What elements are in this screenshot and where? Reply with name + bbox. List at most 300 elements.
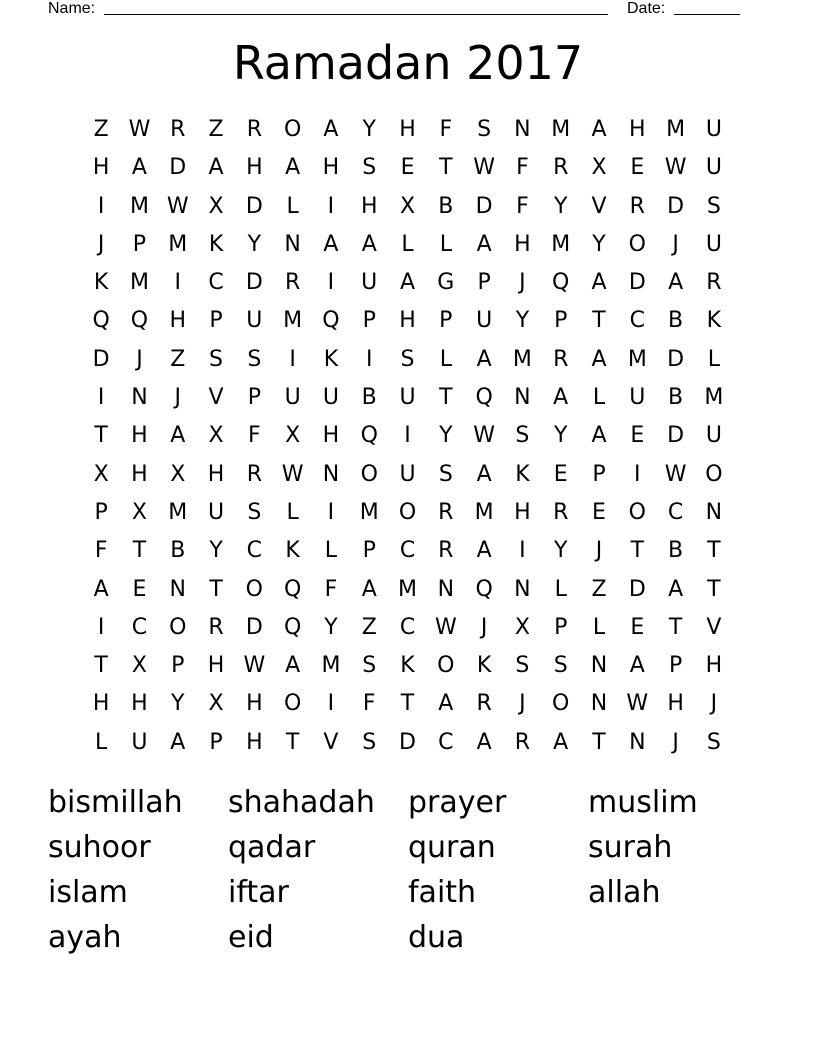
grid-cell: T — [94, 423, 108, 449]
grid-cell: J — [480, 614, 488, 640]
grid-cell: P — [362, 308, 376, 334]
grid-cell: H — [92, 155, 110, 181]
grid-cell: F — [94, 538, 108, 564]
grid-cell: S — [400, 346, 415, 372]
grid-cell: L — [592, 385, 606, 411]
grid-cell: J — [174, 385, 181, 411]
grid-cell: P — [592, 461, 606, 487]
grid-cell: Q — [283, 576, 302, 602]
grid-cell: Q — [360, 423, 378, 449]
grid-cell: Y — [362, 117, 376, 142]
grid-cell: U — [284, 385, 301, 411]
grid-cell: R — [706, 270, 722, 296]
grid-cell: L — [95, 729, 108, 755]
grid-cell: E — [592, 499, 606, 525]
grid-cell: K — [323, 346, 339, 372]
grid-cell: H — [246, 155, 263, 181]
grid-cell: M — [168, 231, 188, 257]
grid-cell: P — [477, 270, 491, 296]
grid-cell: H — [322, 423, 340, 449]
grid-cell: W — [473, 423, 495, 449]
word-list-item: dua — [408, 920, 465, 955]
grid-cell: A — [591, 270, 607, 296]
grid-cell: A — [323, 117, 339, 142]
grid-cell: S — [477, 117, 492, 142]
grid-cell: Y — [553, 423, 568, 449]
grid-cell: S — [247, 346, 262, 372]
grid-cell: D — [399, 729, 416, 755]
grid-cell: U — [131, 729, 148, 755]
name-blank-line — [104, 14, 608, 15]
grid-cell: A — [668, 576, 684, 602]
grid-cell: C — [629, 308, 645, 334]
grid-cell: U — [629, 385, 646, 411]
grid-cell: B — [361, 385, 377, 411]
grid-cell: U — [705, 155, 722, 181]
word-list-item: eid — [228, 920, 274, 955]
grid-cell: T — [439, 155, 453, 181]
grid-cell: O — [245, 576, 263, 602]
grid-cell: J — [710, 691, 718, 717]
grid-cell: Y — [171, 691, 185, 717]
grid-cell: H — [246, 729, 263, 755]
grid-cell: N — [629, 729, 646, 755]
grid-cell: H — [246, 691, 263, 717]
grid-cell: N — [590, 653, 608, 679]
grid-cell: T — [400, 691, 415, 717]
grid-cell: H — [629, 117, 646, 142]
grid-cell: X — [514, 614, 530, 640]
grid-cell: R — [438, 538, 454, 564]
grid-cell: O — [437, 653, 455, 679]
grid-cell: A — [476, 461, 492, 487]
grid-cell: R — [476, 691, 492, 717]
grid-cell: C — [667, 499, 684, 525]
grid-cell: X — [208, 193, 224, 219]
grid-cell: I — [327, 193, 335, 219]
grid-cell: R — [170, 117, 186, 142]
grid-cell: T — [439, 385, 453, 411]
grid-cell: I — [289, 346, 296, 372]
grid-cell: N — [284, 231, 301, 257]
grid-cell: M — [551, 231, 571, 257]
name-label: Name: — [48, 0, 96, 17]
grid-cell: I — [519, 538, 526, 564]
grid-cell: H — [514, 231, 531, 257]
grid-cell: Q — [475, 385, 493, 411]
grid-cell: M — [168, 499, 188, 525]
grid-cell: W — [434, 614, 457, 640]
grid-cell: P — [668, 653, 683, 679]
grid-cell: X — [208, 423, 224, 449]
grid-cell: M — [627, 346, 647, 372]
grid-cell: R — [553, 499, 569, 525]
grid-cell: A — [208, 155, 224, 181]
grid-cell: N — [705, 499, 723, 525]
grid-cell: Z — [591, 576, 607, 602]
grid-cell: G — [437, 270, 455, 296]
grid-cell: T — [285, 729, 300, 755]
grid-cell: A — [361, 576, 377, 602]
grid-cell: A — [476, 538, 492, 564]
grid-cell: V — [323, 729, 339, 755]
grid-cell: A — [438, 691, 454, 717]
grid-cell: U — [476, 308, 493, 334]
grid-cell: N — [131, 385, 148, 411]
grid-cell: S — [515, 423, 530, 449]
grid-cell: O — [283, 691, 302, 717]
grid-cell: L — [286, 499, 299, 525]
grid-cell: W — [243, 653, 266, 679]
grid-cell: O — [705, 461, 723, 487]
grid-cell: J — [595, 538, 603, 564]
grid-cell: V — [591, 193, 607, 219]
grid-cell: E — [553, 461, 568, 487]
grid-cell: M — [359, 499, 379, 525]
grid-cell: A — [323, 231, 339, 257]
word-list-item: quran — [408, 830, 496, 865]
grid-cell: L — [707, 346, 721, 372]
grid-cell: P — [247, 385, 261, 411]
grid-cell: E — [630, 423, 645, 449]
grid-cell: D — [92, 346, 110, 372]
word-list-item: surah — [588, 830, 673, 865]
grid-cell: V — [706, 614, 722, 640]
grid-cell: T — [707, 576, 721, 602]
grid-cell: S — [438, 461, 453, 487]
grid-cell: N — [514, 117, 531, 142]
grid-cell: A — [629, 653, 645, 679]
grid-cell: A — [591, 423, 607, 449]
grid-cell: Y — [553, 538, 568, 564]
grid-cell: I — [97, 385, 105, 411]
grid-cell: P — [94, 499, 108, 525]
grid-cell: A — [591, 346, 607, 372]
date-blank-line — [674, 14, 740, 15]
grid-cell: T — [707, 538, 721, 564]
grid-cell: S — [515, 653, 530, 679]
grid-cell: U — [399, 385, 416, 411]
grid-cell: D — [667, 346, 685, 372]
grid-cell: O — [628, 231, 646, 257]
grid-cell: S — [553, 653, 568, 679]
grid-cell: O — [628, 499, 646, 525]
grid-cell: M — [704, 385, 724, 411]
grid-cell: C — [246, 538, 263, 564]
grid-cell: H — [514, 499, 531, 525]
grid-cell: Y — [592, 231, 606, 257]
grid-cell: N — [590, 691, 608, 717]
grid-cell: U — [705, 117, 722, 142]
word-list-item: islam — [48, 875, 128, 910]
grid-cell: M — [666, 117, 686, 142]
grid-cell: B — [668, 538, 684, 564]
word-list-item: suhoor — [48, 830, 151, 865]
grid-cell: M — [129, 193, 149, 219]
grid-cell: C — [399, 538, 416, 564]
grid-cell: A — [476, 729, 492, 755]
word-list-item: ayah — [48, 920, 122, 955]
grid-cell: P — [439, 308, 453, 334]
grid-cell: T — [94, 653, 108, 679]
grid-cell: I — [365, 346, 373, 372]
grid-cell: D — [245, 193, 263, 219]
grid-cell: Y — [324, 614, 338, 640]
grid-cell: A — [131, 155, 147, 181]
grid-cell: R — [246, 461, 262, 487]
word-list-item: allah — [588, 875, 661, 910]
grid-cell: A — [553, 729, 569, 755]
grid-cell: O — [169, 614, 187, 640]
grid-cell: O — [552, 691, 570, 717]
grid-cell: Z — [361, 614, 377, 640]
grid-cell: A — [361, 231, 377, 257]
grid-cell: I — [634, 461, 641, 487]
grid-cell: S — [247, 499, 262, 525]
grid-cell: R — [246, 117, 262, 142]
grid-cell: Q — [283, 614, 302, 640]
grid-cell: M — [551, 117, 571, 142]
grid-cell: H — [360, 193, 378, 219]
grid-cell: S — [706, 729, 721, 755]
grid-cell: U — [246, 308, 263, 334]
grid-cell: O — [283, 117, 302, 142]
page-title: Ramadan 2017 — [232, 36, 584, 90]
grid-cell: L — [439, 231, 452, 257]
grid-cell: X — [131, 653, 147, 679]
grid-cell: N — [437, 576, 455, 602]
grid-cell: L — [439, 346, 452, 372]
grid-cell: K — [285, 538, 300, 564]
grid-cell: U — [322, 385, 339, 411]
word-list-item: muslim — [588, 785, 698, 820]
grid-cell: Z — [170, 346, 186, 372]
grid-cell: E — [630, 155, 645, 181]
grid-cell: A — [399, 270, 416, 296]
grid-cell: W — [281, 461, 304, 487]
grid-cell: H — [207, 653, 225, 679]
grid-cell: B — [668, 308, 684, 334]
grid-cell: T — [132, 538, 147, 564]
grid-cell: R — [553, 155, 569, 181]
grid-cell: R — [284, 270, 301, 296]
grid-cell: Y — [553, 193, 568, 219]
grid-cell: J — [97, 231, 105, 257]
grid-cell: J — [519, 691, 526, 717]
grid-cell: J — [519, 270, 526, 296]
grid-cell: P — [171, 653, 185, 679]
grid-cell: V — [208, 385, 224, 411]
grid-cell: L — [401, 231, 414, 257]
grid-cell: O — [360, 461, 378, 487]
grid-cell: I — [97, 193, 105, 219]
grid-cell: U — [705, 423, 722, 449]
grid-cell: K — [400, 653, 415, 679]
grid-cell: T — [592, 308, 606, 334]
grid-cell: P — [554, 308, 568, 334]
grid-cell: W — [664, 461, 687, 487]
grid-cell: S — [706, 193, 721, 219]
grid-cell: I — [327, 270, 335, 296]
grid-cell: A — [591, 117, 607, 142]
grid-cell: Y — [247, 231, 262, 257]
grid-cell: E — [132, 576, 147, 602]
grid-cell: Q — [322, 308, 340, 334]
grid-cell: D — [245, 270, 263, 296]
grid-cell: R — [438, 499, 454, 525]
grid-cell: D — [169, 155, 187, 181]
date-label: Date: — [627, 0, 666, 17]
grid-cell: C — [131, 614, 148, 640]
grid-cell: H — [399, 117, 416, 142]
grid-cell: C — [399, 614, 416, 640]
grid-cell: X — [285, 423, 301, 449]
grid-cell: A — [476, 346, 492, 372]
grid-cell: T — [668, 614, 683, 640]
grid-cell: F — [439, 117, 453, 142]
grid-cell: T — [630, 538, 645, 564]
grid-cell: H — [92, 691, 110, 717]
grid-cell: F — [516, 193, 529, 219]
word-list — [48, 780, 768, 960]
grid-cell: P — [554, 614, 568, 640]
grid-cell: C — [438, 729, 454, 755]
grid-cell: H — [667, 691, 684, 717]
grid-cell: Y — [209, 538, 223, 564]
grid-cell: A — [285, 653, 301, 679]
grid-cell: W — [166, 193, 189, 219]
grid-cell: A — [553, 385, 569, 411]
grid-cell: A — [170, 423, 186, 449]
grid-cell: X — [93, 461, 109, 487]
grid-cell: R — [514, 729, 531, 755]
grid-cell: X — [399, 193, 416, 219]
grid-cell: E — [630, 614, 645, 640]
word-list-item: qadar — [228, 830, 316, 865]
grid-cell: A — [285, 155, 301, 181]
grid-cell: D — [667, 423, 685, 449]
grid-cell: D — [667, 193, 685, 219]
grid-cell: P — [209, 308, 223, 334]
grid-cell: H — [399, 308, 416, 334]
grid-cell: K — [515, 461, 530, 487]
grid-cell: Z — [93, 117, 109, 142]
grid-cell: I — [174, 270, 181, 296]
grid-cell: J — [672, 729, 679, 755]
grid-cell: X — [591, 155, 607, 181]
grid-cell: J — [136, 346, 143, 372]
grid-cell: Z — [208, 117, 224, 142]
grid-cell: D — [475, 193, 493, 219]
grid-cell: H — [131, 691, 148, 717]
grid-cell: P — [362, 538, 376, 564]
grid-cell: U — [207, 499, 225, 525]
grid-cell: X — [131, 499, 147, 525]
grid-cell: T — [209, 576, 223, 602]
grid-cell: Y — [515, 308, 530, 334]
grid-cell: W — [128, 117, 151, 142]
grid-cell: I — [327, 499, 335, 525]
grid-cell: I — [404, 423, 411, 449]
grid-cell: M — [283, 308, 303, 334]
grid-cell: H — [207, 461, 225, 487]
grid-cell: F — [324, 576, 338, 602]
grid-cell: W — [473, 155, 495, 181]
word-list-item: bismillah — [48, 785, 183, 820]
grid-cell: L — [554, 576, 567, 602]
grid-cell: K — [93, 270, 109, 296]
grid-cell: I — [327, 691, 335, 717]
grid-cell: B — [170, 538, 186, 564]
grid-cell: P — [209, 729, 223, 755]
word-list-item: prayer — [408, 785, 507, 820]
grid-cell: H — [169, 308, 187, 334]
grid-cell: M — [129, 270, 149, 296]
grid-cell: B — [438, 193, 454, 219]
grid-cell: D — [628, 270, 646, 296]
grid-cell: N — [514, 576, 531, 602]
grid-cell: D — [245, 614, 263, 640]
grid-cell: O — [398, 499, 417, 525]
letter-grid — [82, 111, 733, 762]
grid-cell: E — [400, 155, 415, 181]
grid-cell: N — [322, 461, 340, 487]
grid-cell: W — [626, 691, 649, 717]
grid-cell: Q — [130, 308, 149, 334]
grid-cell: B — [668, 385, 684, 411]
grid-cell: S — [362, 653, 377, 679]
grid-cell: S — [362, 729, 377, 755]
grid-cell: Q — [552, 270, 570, 296]
grid-cell: A — [476, 231, 492, 257]
word-list-item: shahadah — [228, 785, 375, 820]
grid-cell: U — [705, 231, 722, 257]
word-list-item: faith — [408, 875, 477, 910]
grid-cell: M — [398, 576, 418, 602]
grid-cell: F — [362, 691, 376, 717]
grid-cell: I — [97, 614, 105, 640]
grid-cell: R — [629, 193, 645, 219]
grid-cell: Y — [439, 423, 453, 449]
grid-cell: U — [361, 270, 378, 296]
header — [0, 0, 816, 24]
grid-cell: A — [93, 576, 109, 602]
grid-cell: Q — [92, 308, 110, 334]
grid-cell: M — [512, 346, 532, 372]
grid-cell: K — [208, 231, 224, 257]
grid-cell: U — [399, 461, 416, 487]
grid-cell: S — [362, 155, 377, 181]
grid-cell: H — [705, 653, 723, 679]
grid-cell: H — [322, 155, 340, 181]
grid-cell: L — [324, 538, 338, 564]
grid-cell: L — [286, 193, 299, 219]
grid-cell: C — [208, 270, 224, 296]
grid-cell: L — [592, 614, 606, 640]
grid-cell: S — [209, 346, 224, 372]
word-list-item: iftar — [228, 875, 289, 910]
grid-cell: F — [248, 423, 261, 449]
grid-cell: X — [170, 461, 186, 487]
grid-cell: K — [706, 308, 722, 334]
grid-cell: N — [169, 576, 186, 602]
grid-cell: Q — [475, 576, 493, 602]
grid-cell: P — [132, 231, 147, 257]
grid-cell: A — [668, 270, 684, 296]
grid-cell: A — [170, 729, 186, 755]
grid-cell: H — [131, 461, 148, 487]
grid-cell: D — [628, 576, 646, 602]
